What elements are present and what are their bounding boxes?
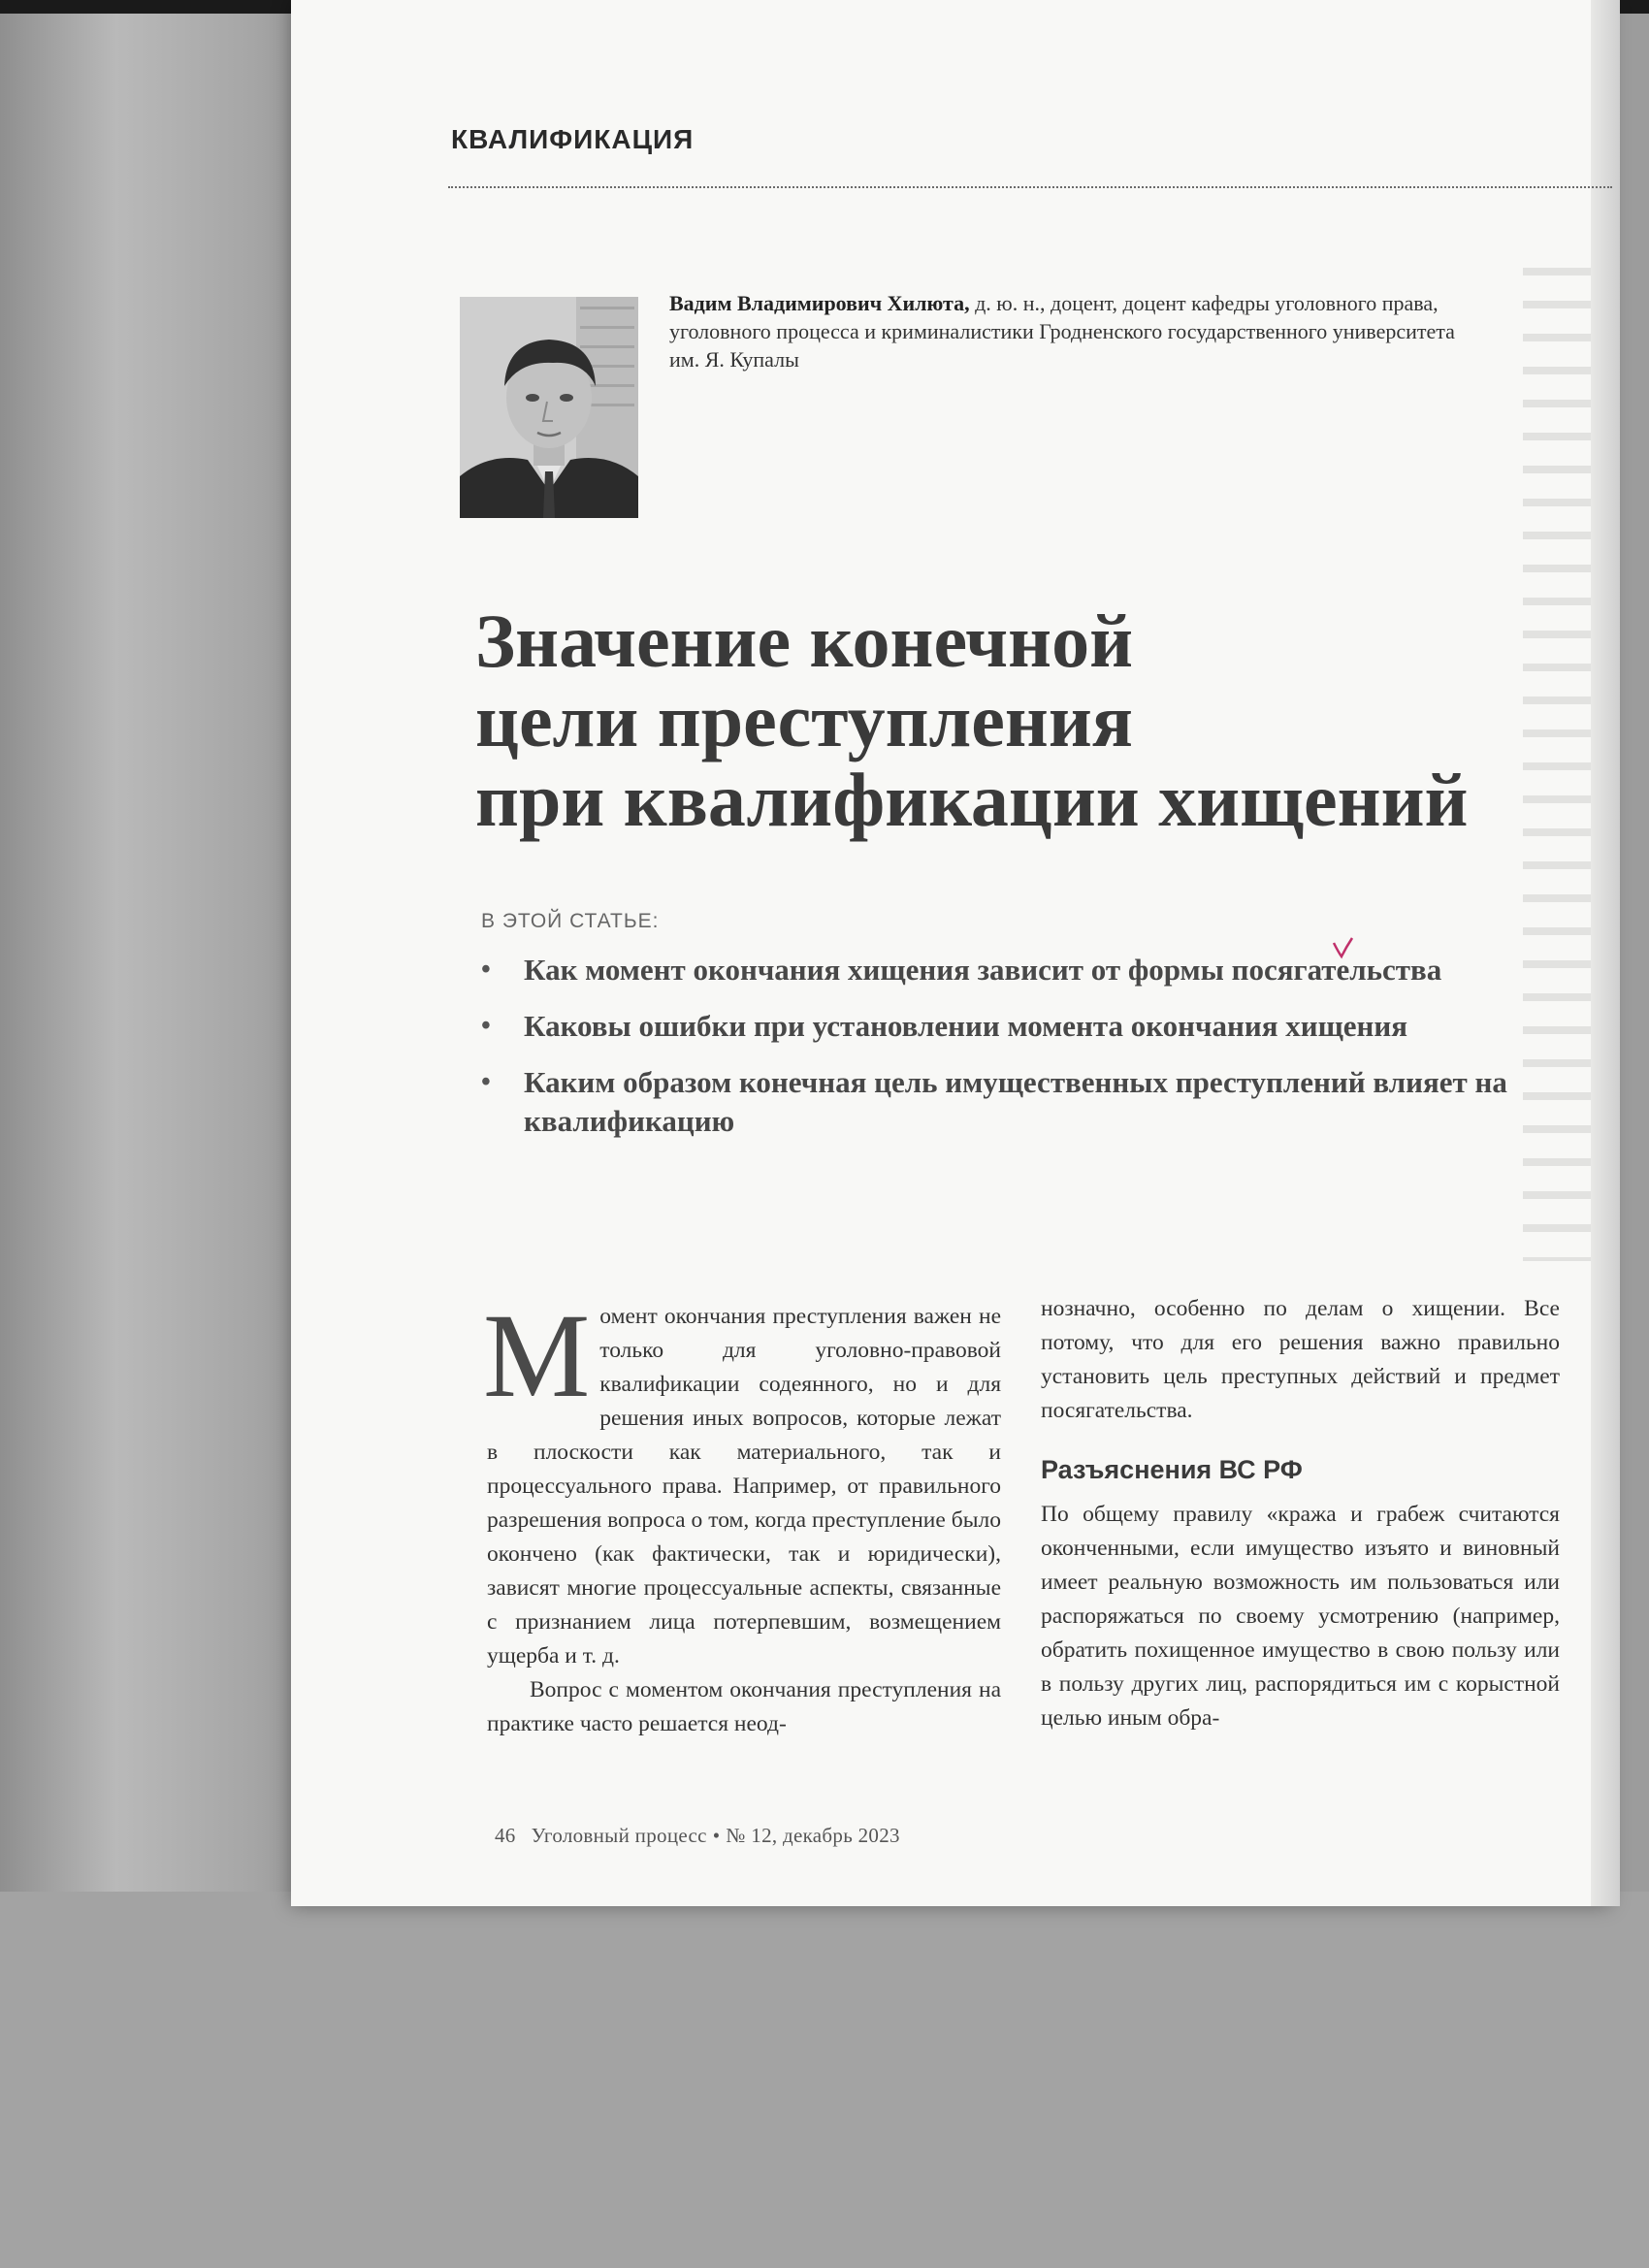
page-footer [495, 1824, 900, 1848]
issue-info: № 12, декабрь 2023 [726, 1824, 900, 1847]
author-name: Вадим Владимирович Хилюта, [669, 291, 970, 315]
opening-paragraph [483, 1289, 1001, 1673]
article-highlights [477, 951, 1564, 1158]
dotted-divider [448, 186, 1612, 188]
page-number: 46 [495, 1824, 516, 1847]
bullet-icon: • [481, 1067, 491, 1097]
author-info [669, 289, 1484, 373]
body-column-right [1041, 1292, 1560, 1735]
section-subheading: Разъяснения ВС РФ [1041, 1455, 1303, 1484]
title-line-1: Значение конечной [475, 599, 1134, 683]
paragraph-text: омент окончания преступления важен не только для уголовно-правовой квалификации содеянного, но и для решения иных вопросов, которые лежат в плоскости как материального, так и процессуального права. Например, от правильного разрешения вопроса о том, когда преступление было окончено (как фактически, так и юридически), зависят многие процессуальные аспекты, связанные с признанием лица потерпевшим, возмещением ущерба и т. д. [487, 1304, 1001, 1669]
drop-cap: М [483, 1289, 591, 1422]
in-article-label: В ЭТОЙ СТАТЬЕ: [481, 910, 660, 932]
paragraph: Вопрос с моментом окончания преступления на практике часто решается неод- [487, 1677, 1001, 1736]
journal-name: Уголовный процесс [531, 1824, 707, 1847]
body-column-left [483, 1289, 1001, 1741]
page-edge-shadow [1591, 0, 1620, 1906]
article-title [475, 601, 1591, 840]
highlight-text: Каковы ошибки при установлении момента окончания хищения [524, 1009, 1408, 1043]
highlight-item [477, 951, 1564, 989]
bullet-icon: • [481, 955, 491, 985]
paragraph: нозначно, особенно по делам о хищении. Все потому, что для его решения важно правильно установить цель преступных действий и предмет посягательства. [1041, 1296, 1560, 1423]
footer-separator: • [712, 1824, 721, 1847]
highlight-text: Как момент окончания хищения зависит от формы посягательства [524, 953, 1442, 987]
highlight-item [477, 1007, 1564, 1046]
highlight-text: Каким образом конечная цель имущественных преступлений влияет на квалификацию [524, 1065, 1507, 1138]
bullet-icon: • [481, 1011, 491, 1041]
author-portrait-image [460, 297, 638, 518]
author-credentials: д. ю. н., доцент, доцент кафедры уголовного права, уголовного процесса и криминалистики Гродненского государственного университета им. Я. Купалы [669, 291, 1455, 372]
section-label: КВАЛИФИКАЦИЯ [451, 124, 695, 154]
title-line-2: цели преступления [475, 678, 1133, 762]
highlight-item [477, 1063, 1564, 1141]
pen-checkmark-icon [1331, 935, 1356, 964]
title-line-3: при квалификации хищений [475, 758, 1469, 842]
author-photo [460, 297, 638, 518]
scanner-bottom-area [0, 1892, 1649, 2268]
paragraph: По общему правилу «кража и грабеж считаются оконченными, если имущество изъято и виновный имеет реальную возможность им пользоваться или распоряжаться по своему усмотрению (например, обратить похищенное имущество в свою пользу или в пользу других лиц, распорядиться им с корыстной целью иным обра- [1041, 1502, 1560, 1731]
